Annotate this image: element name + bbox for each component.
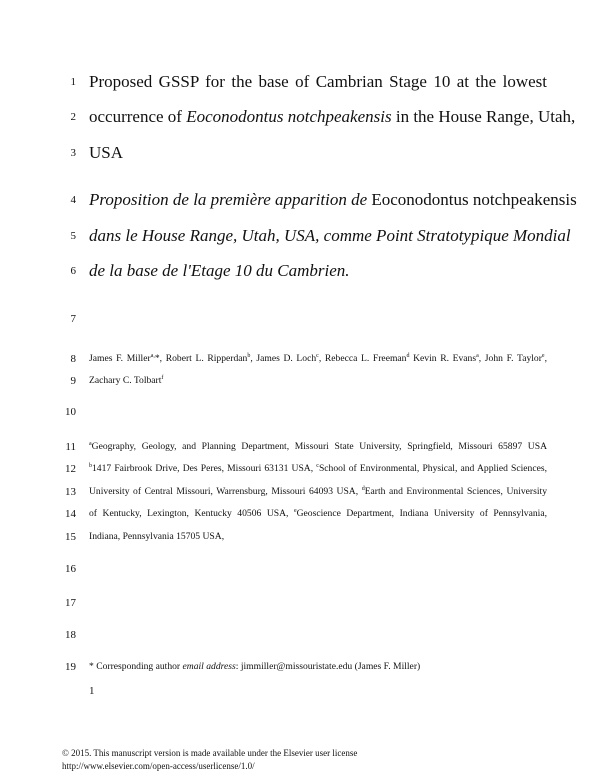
affiliation-line-12: $^b$1417 Fairbrook Drive, Des Peres, Missouri 63131 USA, $^c$School of Environmental, Physical, and Applied Sciences,: [89, 463, 547, 474]
line-number-13: 13: [65, 486, 76, 498]
line-number-3: 3: [70, 147, 76, 159]
license-url[interactable]: http://www.elsevier.com/open-access/userlicense/1.0/: [62, 761, 255, 771]
line-number-17: 17: [65, 597, 76, 609]
line-number-19: 19: [65, 661, 76, 673]
affiliation-line-14: of Kentucky, Lexington, Kentucky 40506 USA, $^e$Geoscience Department, Indiana University of Pennsylvania,: [89, 508, 547, 519]
author-list-line-2: Zachary C. Tolbart$^f$: [89, 375, 164, 386]
french-title-line-5: dans le House Range, Utah, USA, comme Point Stratotypique Mondial: [89, 226, 571, 245]
title-line-2: occurrence of Eoconodontus notchpeakensis in the House Range, Utah,: [89, 107, 576, 126]
line-number-2: 2: [70, 111, 76, 123]
line-number-14: 14: [65, 508, 76, 520]
license-notice: © 2015. This manuscript version is made available under the Elsevier user license: [62, 748, 358, 758]
french-species-name: Eoconodontus notchpeakensis: [371, 190, 577, 209]
line-number-9: 9: [70, 375, 76, 387]
line-number-8: 8: [70, 353, 76, 365]
line-number-6: 6: [70, 265, 76, 277]
email-label: email address: [182, 661, 236, 672]
line-number-11: 11: [65, 441, 76, 453]
line-number-4: 4: [70, 194, 76, 206]
line-number-10: 10: [65, 406, 76, 418]
line-number-16: 16: [65, 563, 76, 575]
corresponding-author: * Corresponding author email address: jimmiller@missouristate.edu (James F. Miller): [89, 661, 421, 672]
french-title-line-6: de la base de l'Etage 10 du Cambrien.: [89, 261, 350, 280]
page-number: 1: [89, 685, 95, 697]
species-name: Eoconodontus notchpeakensis: [186, 107, 392, 126]
title-line-1-text: Proposed GSSP for the base of Cambrian Stage 10 at the lowest: [89, 72, 547, 91]
title-line-1: [89, 71, 547, 93]
email-address[interactable]: : jimmiller@missouristate.edu (James F. Miller): [235, 661, 421, 672]
line-number-5: 5: [70, 230, 76, 242]
line-number-15: 15: [65, 531, 76, 543]
affiliation-line-11: $^a$Geography, Geology, and Planning Department, Missouri State University, Springfield, Missouri 65897 USA: [89, 441, 547, 452]
author-list-line-1: James F. Miller$^{a,}$*, Robert L. Ripperdan$^b$, James D. Loch$^c$, Rebecca L. Freeman$^d$ Kevin R. Evans$^a$, John F. Taylor$^e$,: [89, 353, 547, 364]
line-number-12: 12: [65, 463, 76, 475]
french-title-line-4: Proposition de la première apparition de Eoconodontus notchpeakensis: [89, 190, 577, 209]
title-line-3: USA: [89, 143, 124, 162]
affiliation-line-13: University of Central Missouri, Warrensburg, Missouri 64093 USA, $^d$Earth and Environmental Sciences, University: [89, 486, 547, 497]
affiliation-line-15: Indiana, Pennsylvania 15705 USA,: [89, 531, 225, 542]
line-number-7: 7: [70, 313, 76, 325]
line-number-1: 1: [70, 76, 76, 88]
line-number-18: 18: [65, 629, 76, 641]
